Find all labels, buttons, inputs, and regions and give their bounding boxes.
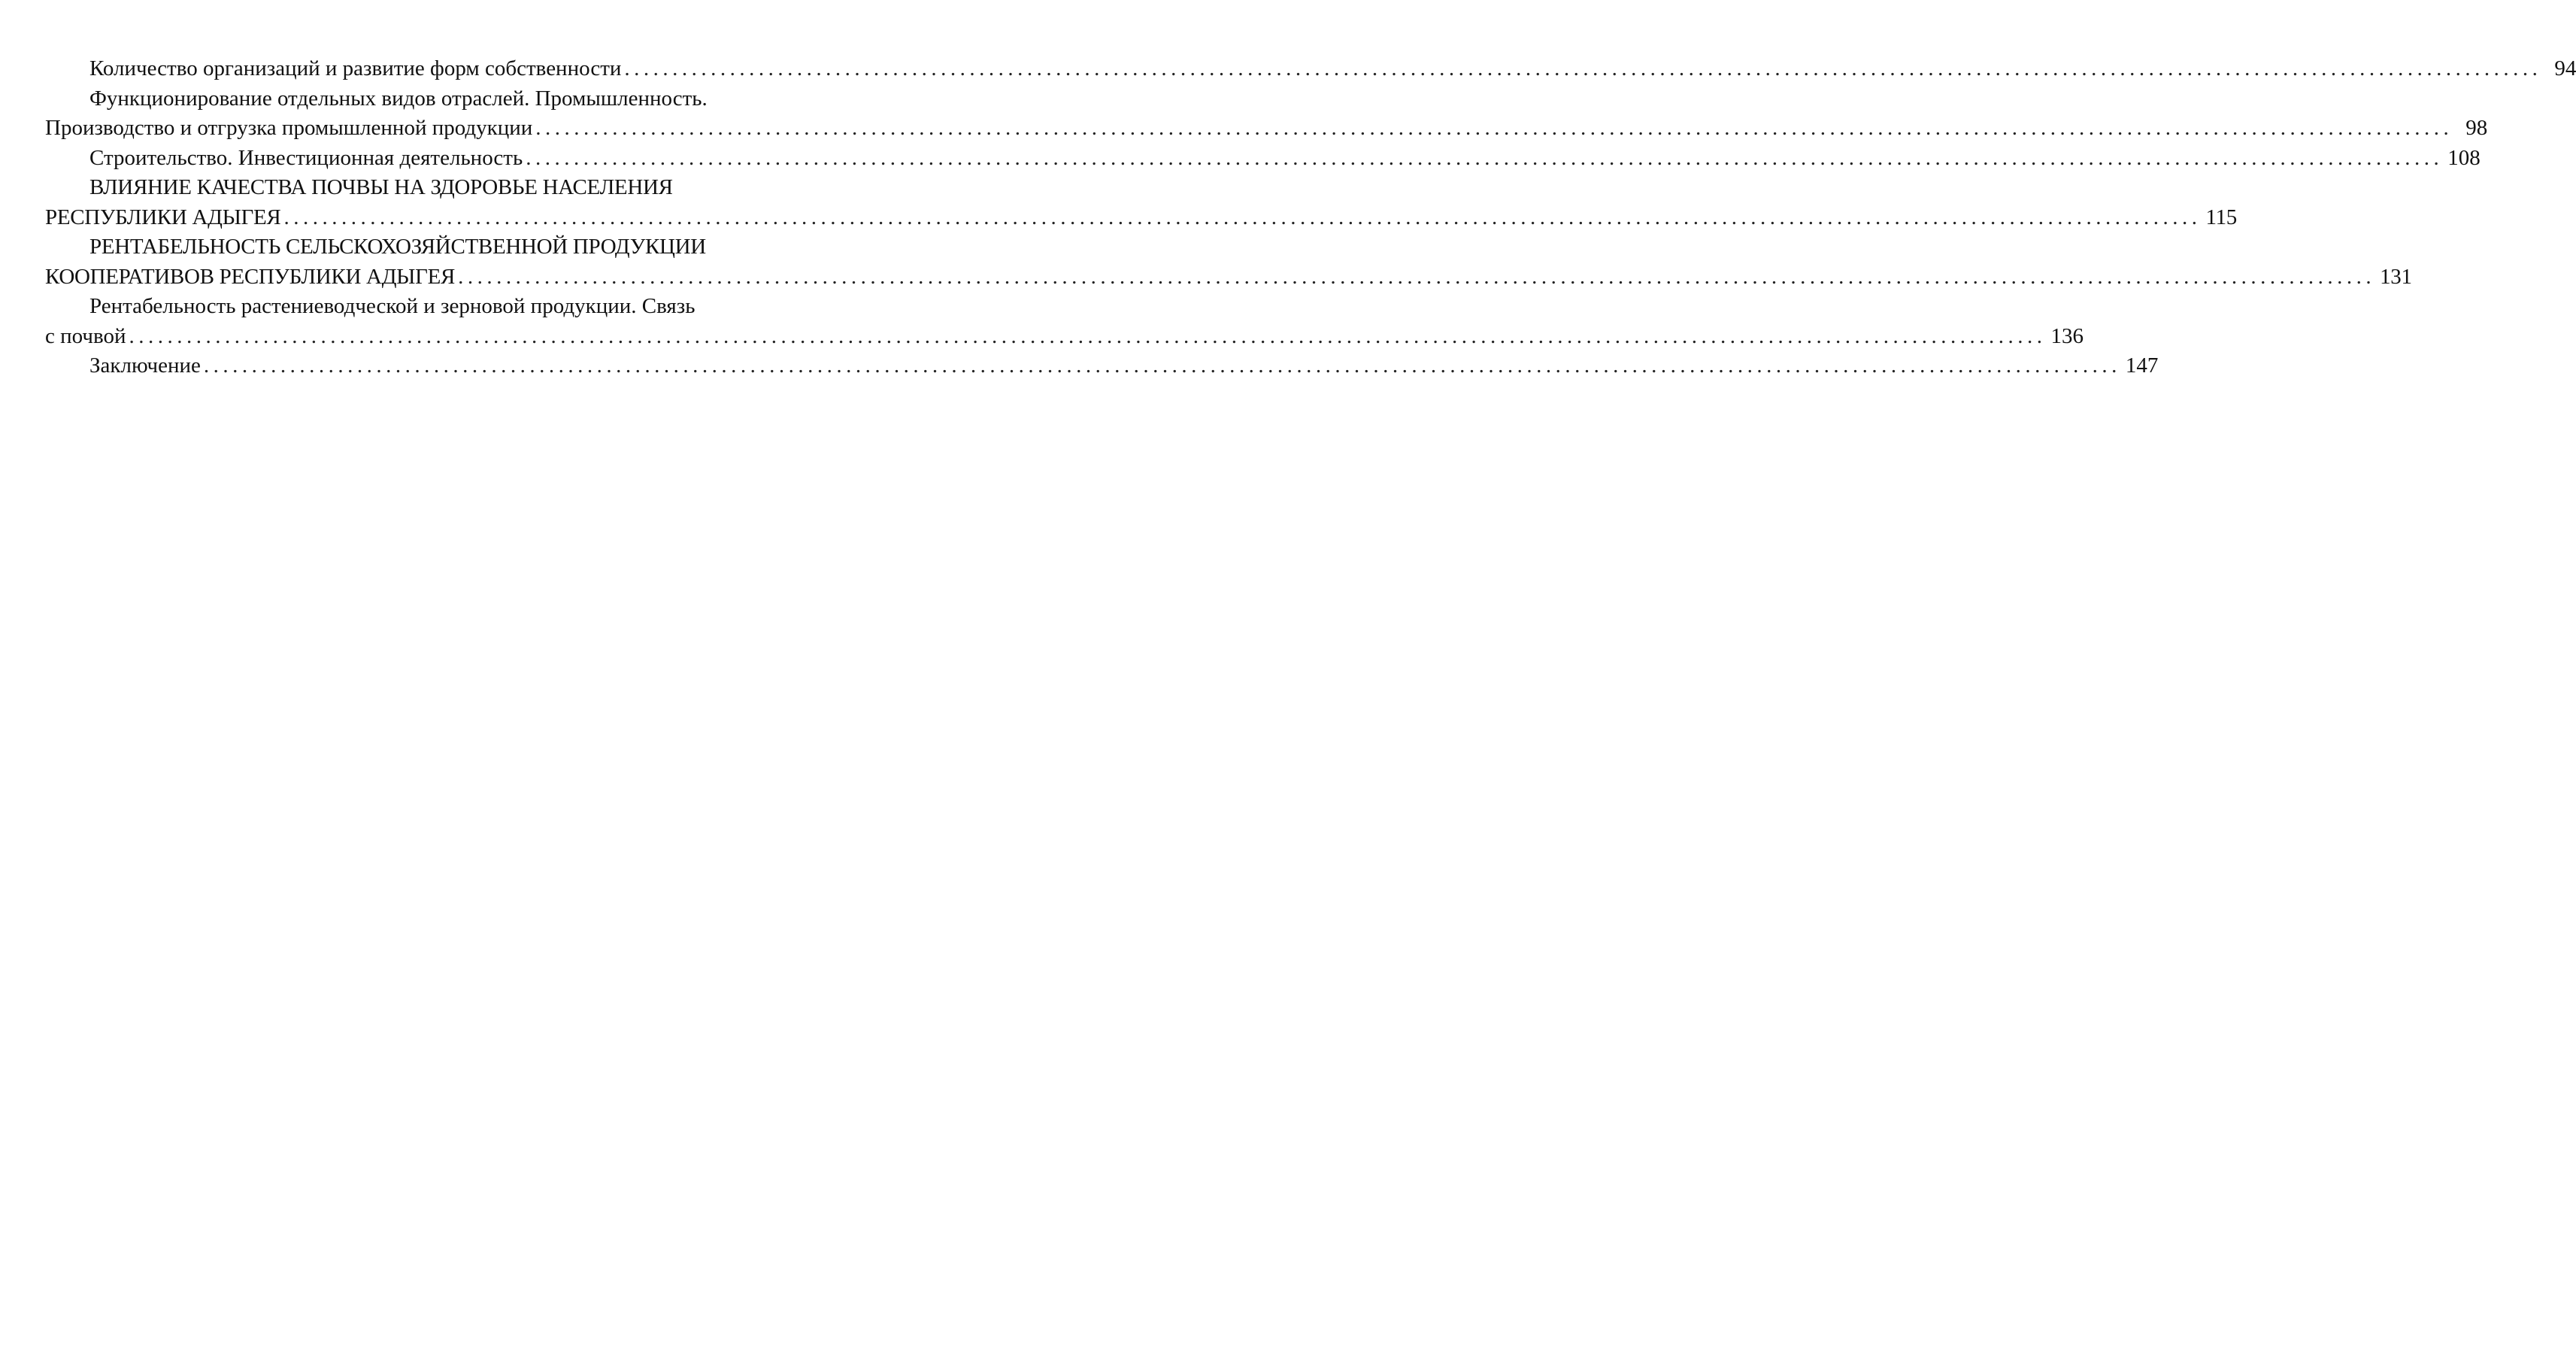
toc-entry-title: РЕСПУБЛИКИ АДЫГЕЯ xyxy=(45,205,281,229)
toc-page-number: 94 xyxy=(2554,56,2576,80)
toc-entry-line xyxy=(45,351,2159,381)
toc-page-number: 147 xyxy=(2125,353,2159,378)
toc-entry-line xyxy=(45,144,2481,174)
toc-entry xyxy=(45,144,2481,174)
toc-entry-title-line1: ВЛИЯНИЕ КАЧЕСТВА ПОЧВЫ НА ЗДОРОВЬЕ НАСЕЛЕНИЯ xyxy=(89,175,673,199)
toc-entry-title-line1: РЕНТАБЕЛЬНОСТЬ СЕЛЬСКОХОЗЯЙСТВЕННОЙ ПРОДУКЦИИ xyxy=(89,235,706,259)
toc-entry-title-line1: Рентабельность растениеводческой и зерновой продукции. Связь xyxy=(89,294,696,318)
toc-entry-line xyxy=(45,262,2412,293)
toc-entry-title: с почвой xyxy=(45,323,126,348)
toc-entry-title: КООПЕРАТИВОВ РЕСПУБЛИКИ АДЫГЕЯ xyxy=(45,264,456,289)
toc-entry-line xyxy=(45,322,2084,352)
toc-entry xyxy=(45,351,2159,381)
toc-page-number: 136 xyxy=(2050,323,2084,348)
toc-entry xyxy=(45,84,2488,144)
toc-leader-dots: ........................................................................................................................................................................................................ xyxy=(624,56,2542,80)
toc-entry xyxy=(45,232,2412,292)
toc-page-number: 131 xyxy=(2380,264,2412,289)
toc-entry xyxy=(45,54,2576,84)
toc-entry-title: Производство и отгрузка промышленной продукции xyxy=(45,116,533,140)
toc-page-number: 98 xyxy=(2465,116,2488,140)
toc-page-number: 115 xyxy=(2205,205,2238,229)
table-of-contents xyxy=(45,54,2576,381)
toc-entry-title: Количество организаций и развитие форм собственности xyxy=(89,56,622,80)
toc-entry-title-line1: Функционирование отдельных видов отраслей. Промышленность. xyxy=(89,86,708,111)
toc-entry-title: Строительство. Инвестиционная деятельность xyxy=(89,145,523,170)
toc-leader-dots: ........................................................................................................................................................................................................ xyxy=(458,264,2376,289)
toc-leader-dots: ........................................................................................................................................................................................................ xyxy=(203,353,2121,378)
toc-leader-dots: ........................................................................................................................................................................................................ xyxy=(129,323,2047,348)
toc-entry-line xyxy=(45,114,2488,144)
toc-page-number: 108 xyxy=(2447,145,2481,170)
toc-entry-title: Заключение xyxy=(89,353,201,378)
toc-leader-dots: ........................................................................................................................................................................................................ xyxy=(283,205,2202,229)
toc-leader-dots: ........................................................................................................................................................................................................ xyxy=(526,145,2444,170)
toc-entry xyxy=(45,173,2238,232)
toc-entry-line xyxy=(45,203,2238,233)
toc-entry xyxy=(45,292,2084,351)
toc-entry-line xyxy=(45,54,2576,84)
toc-leader-dots: ........................................................................................................................................................................................................ xyxy=(535,116,2453,140)
